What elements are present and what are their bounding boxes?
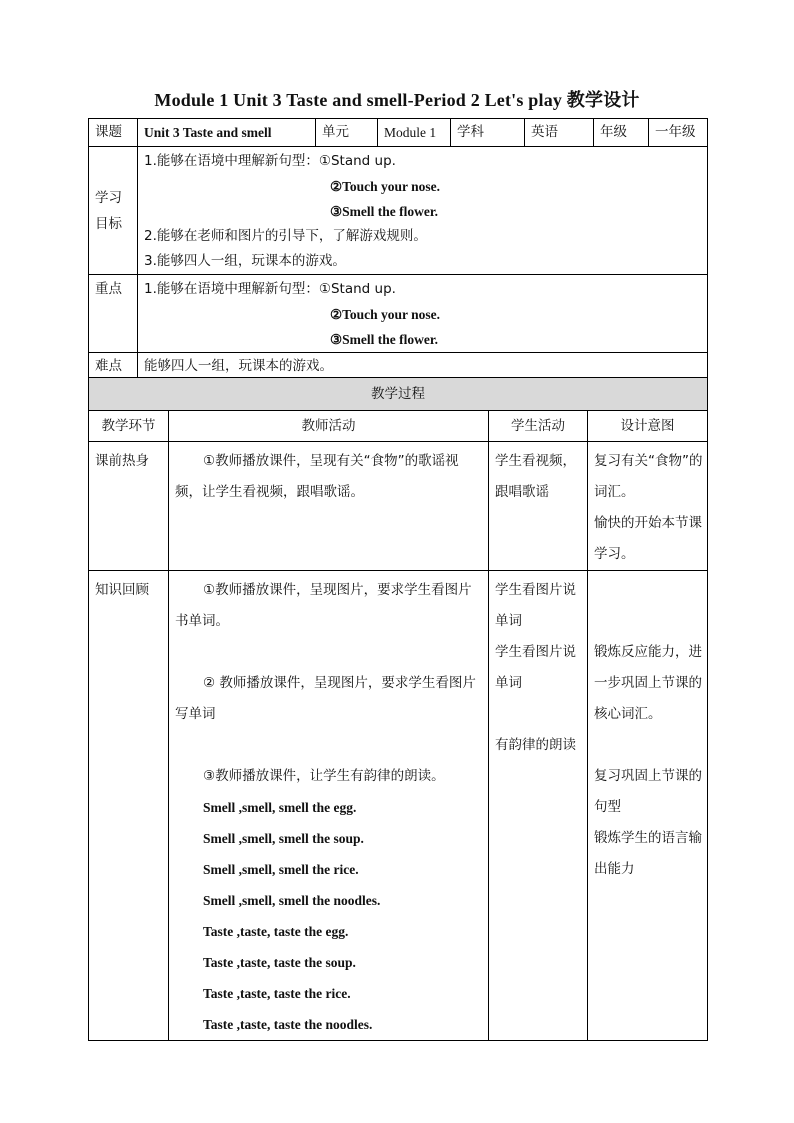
objectives-label-text: 学习目标 [95, 189, 122, 232]
difficulty-content: 能够四人一组，玩课本的游戏。 [138, 353, 708, 380]
review-stage: 知识回顾 [89, 571, 169, 1041]
review-teacher-1: ①教师播放课件，呈现图片，要求学生看图片书单词。 [175, 582, 472, 629]
chant-line: Taste ,taste, taste the egg. [203, 924, 349, 939]
unit-label: 单元 [316, 119, 378, 147]
chant-line: Taste ,taste, taste the noodles. [203, 1017, 373, 1032]
col-teacher-header: 教师活动 [169, 411, 489, 442]
topic-value: Unit 3 Taste and smell [138, 119, 316, 147]
review-intent-1: 锻炼反应能力，进一步巩固上节课的核心词汇。 [594, 644, 702, 722]
keypoint-line-3: ③Smell the flower. [330, 332, 438, 347]
chant-line: Smell ,smell, smell the rice. [203, 862, 359, 877]
objective-line-4: 2.能够在老师和图片的引导下，了解游戏规则。 [144, 228, 427, 244]
keypoint-line-2: ②Touch your nose. [330, 307, 441, 322]
review-teacher [169, 571, 489, 1041]
objective-line-3: ③Smell the flower. [330, 204, 438, 219]
chant-line: Smell ,smell, smell the soup. [203, 831, 364, 846]
chant-line: Smell ,smell, smell the noodles. [203, 893, 381, 908]
process-table [88, 377, 708, 1041]
difficulty-label: 难点 [89, 353, 138, 380]
chant-line: Smell ,smell, smell the egg. [203, 800, 357, 815]
keypoints-content [138, 275, 708, 353]
page-title: Module 1 Unit 3 Taste and smell-Period 2 Let's play 教学设计 [154, 90, 640, 110]
grade-value: 一年级 [649, 119, 708, 147]
chant-line: Taste ,taste, taste the soup. [203, 955, 356, 970]
subject-label: 学科 [451, 119, 525, 147]
warmup-stage: 课前热身 [89, 442, 169, 571]
review-intent [588, 571, 708, 1041]
col-intent-header: 设计意图 [588, 411, 708, 442]
topic-label: 课题 [89, 119, 138, 147]
review-student [489, 571, 588, 1041]
subject-value: 英语 [525, 119, 594, 147]
objectives-content [138, 147, 708, 275]
col-student-header: 学生活动 [489, 411, 588, 442]
review-teacher-3: ③教师播放课件，让学生有韵律的朗读。 [203, 768, 445, 784]
objectives-label [89, 147, 138, 275]
warmup-intent-2: 愉快的开始本节课学习。 [594, 515, 702, 562]
review-student-2: 学生看图片说单词 [495, 644, 576, 691]
col-stage-header: 教学环节 [89, 411, 169, 442]
review-teacher-2: ② 教师播放课件，呈现图片，要求学生看图片写单词 [175, 675, 476, 722]
process-header: 教学过程 [89, 378, 708, 411]
review-student-1: 学生看图片说单词 [495, 582, 576, 629]
review-student-3: 有韵律的朗读 [495, 737, 576, 753]
objective-line-5: 3.能够四人一组，玩课本的游戏。 [144, 253, 346, 269]
grade-label: 年级 [594, 119, 649, 147]
review-intent-3: 锻炼学生的语言输出能力 [594, 830, 702, 877]
keypoints-label: 重点 [89, 275, 138, 353]
keypoint-line-1: 1.能够在语境中理解新句型：①Stand up. [144, 281, 396, 297]
warmup-student: 学生看视频，跟唱歌谣 [489, 442, 588, 571]
warmup-intent-1: 复习有关“食物”的词汇。 [594, 453, 703, 500]
chant-line: Taste ,taste, taste the rice. [203, 986, 351, 1001]
objective-line-1: 1.能够在语境中理解新句型：①Stand up. [144, 153, 396, 169]
chant-list [175, 792, 482, 1040]
lesson-info-table [88, 118, 708, 380]
review-intent-2: 复习巩固上节课的句型 [594, 768, 702, 815]
warmup-teacher: ①教师播放课件，呈现有关“食物”的歌谣视频，让学生看视频，跟唱歌谣。 [169, 442, 489, 571]
unit-value: Module 1 [378, 119, 451, 147]
warmup-intent [588, 442, 708, 571]
objective-line-2: ②Touch your nose. [330, 179, 441, 194]
